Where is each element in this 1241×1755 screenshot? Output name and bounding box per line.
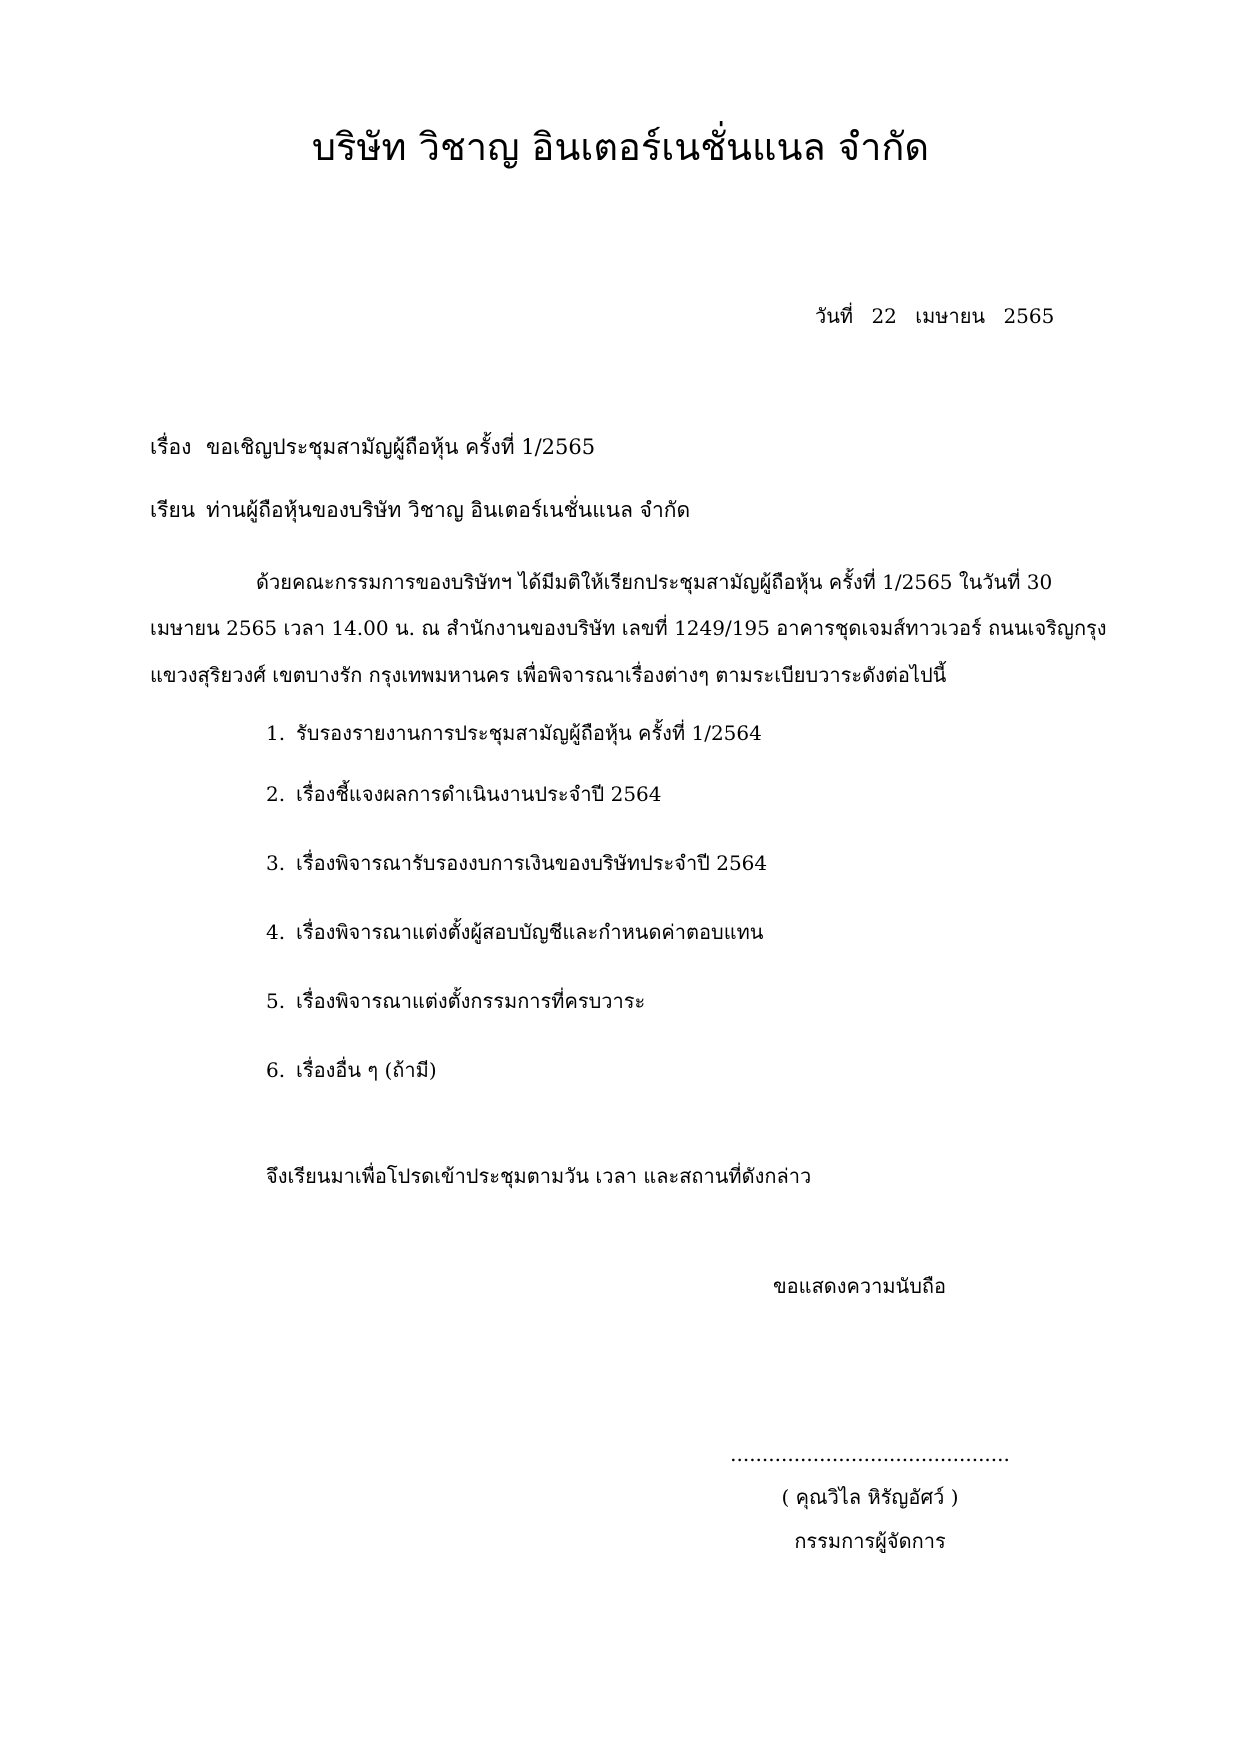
agenda-text: เรื่องพิจารณาแต่งตั้งกรรมการที่ครบวาระ <box>296 989 646 1013</box>
recipient-line <box>150 500 690 521</box>
agenda-item <box>266 853 767 873</box>
regards: ขอแสดงความนับถือ <box>773 1274 947 1298</box>
agenda-number: 4. <box>266 920 286 944</box>
agenda-text: เรื่องอื่น ๆ (ถ้ามี) <box>296 1058 437 1082</box>
recipient-text: ท่านผู้ถือหุ้นของบริษัท วิชาญ อินเตอร์เนชั่นแนล จำกัด <box>206 498 691 522</box>
agenda-item <box>266 723 762 743</box>
agenda-item <box>266 991 645 1011</box>
agenda-number: 3. <box>266 851 286 875</box>
agenda-number: 6. <box>266 1058 286 1082</box>
agenda-number: 1. <box>266 721 286 745</box>
company-title: บริษัท วิชาญ อินเตอร์เนชั่นแนล จำกัด <box>311 125 930 169</box>
agenda-item <box>266 1060 437 1080</box>
agenda-item <box>266 784 662 804</box>
agenda-text: เรื่องชี้แจงผลการดำเนินงานประจำปี 2564 <box>296 782 662 806</box>
signatory-position: กรรมการผู้จัดการ <box>794 1529 946 1553</box>
agenda-text: รับรองรายงานการประชุมสามัญผู้ถือหุ้น ครั้งที่ 1/2564 <box>296 721 762 745</box>
subject-text: ขอเชิญประชุมสามัญผู้ถือหุ้น ครั้งที่ 1/2565 <box>206 435 596 459</box>
agenda-text: เรื่องพิจารณาแต่งตั้งผู้สอบบัญชีและกำหนดค่าตอบแทน <box>296 920 764 944</box>
subject-line <box>150 437 595 458</box>
body-line-1: ด้วยคณะกรรมการของบริษัทฯ ได้มีมติให้เรียกประชุมสามัญผู้ถือหุ้น ครั้งที่ 1/2565 ในวันที่ 30 <box>256 570 1053 594</box>
date-day: 22 <box>871 304 897 328</box>
signatory-name: ( คุณวิไล หิรัญอัศว์ ) <box>781 1485 959 1509</box>
closing-sentence: จึงเรียนมาเพื่อโปรดเข้าประชุมตามวัน เวลา และสถานที่ดังกล่าว <box>266 1164 812 1188</box>
agenda-number: 5. <box>266 989 286 1013</box>
recipient-label: เรียน <box>150 498 196 522</box>
agenda-number: 2. <box>266 782 286 806</box>
body-line-3: แขวงสุริยวงศ์ เขตบางรัก กรุงเทพมหานคร เพื่อพิจารณาเรื่องต่างๆ ตามระเบียบวาระดังต่อไปนี้ <box>150 663 947 687</box>
date-label: วันที่ <box>815 304 854 328</box>
letter-date <box>815 306 1066 326</box>
agenda-item <box>266 922 763 942</box>
date-year: 2565 <box>1003 304 1055 328</box>
signature-line: ............................................ <box>730 1442 1010 1466</box>
subject-label: เรื่อง <box>150 435 192 459</box>
agenda-text: เรื่องพิจารณารับรองงบการเงินของบริษัทประจำปี 2564 <box>296 851 768 875</box>
date-month: เมษายน <box>915 304 986 328</box>
body-line-2: เมษายน 2565 เวลา 14.00 น. ณ สำนักงานของบริษัท เลขที่ 1249/195 อาคารชุดเจมส์ทาวเวอร์ ถนนเจริญกรุง <box>150 616 1107 640</box>
